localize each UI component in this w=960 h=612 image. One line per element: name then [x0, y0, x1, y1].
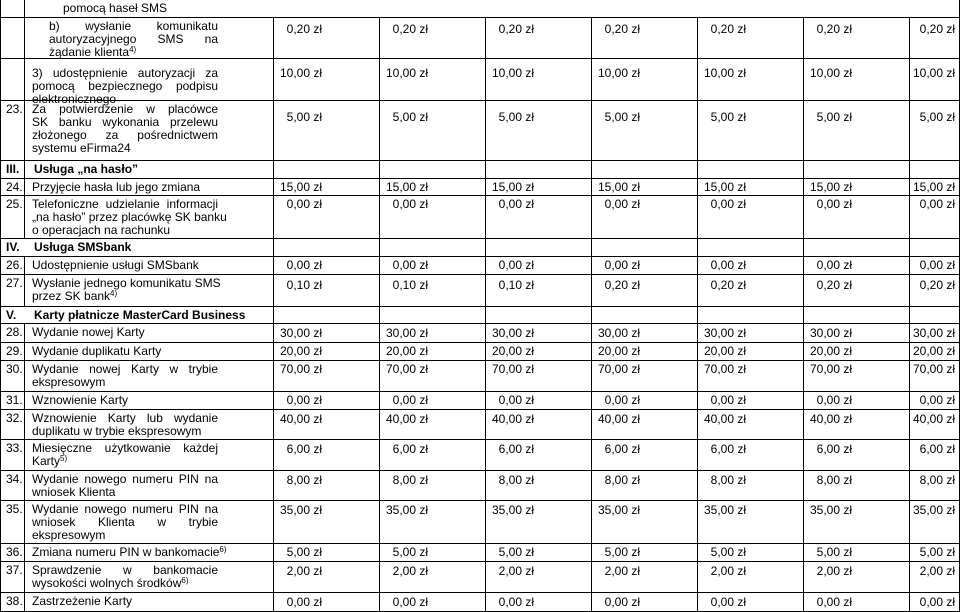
- column-border: [24, 439, 25, 470]
- column-border: [909, 238, 910, 256]
- fee-value: 5,00 zł: [710, 545, 746, 559]
- fee-value: 0,00 zł: [498, 258, 534, 272]
- column-border: [24, 561, 25, 592]
- fee-value: 30,00 zł: [385, 326, 428, 340]
- fee-value: 0,00 zł: [919, 393, 955, 407]
- row-label-line: Karty$^{5)}$: [32, 454, 68, 468]
- fee-value: 0,00 zł: [498, 393, 534, 407]
- fee-value: 5,00 zł: [816, 545, 852, 559]
- column-border: [485, 160, 486, 178]
- fee-value: 0,00 zł: [604, 197, 640, 211]
- fee-value: 5,00 zł: [286, 545, 322, 559]
- fee-value: 2,00 zł: [710, 564, 746, 578]
- row-label-line: systemu eFirma24: [32, 141, 131, 155]
- fee-value: 8,00 zł: [392, 473, 428, 487]
- fee-value: 10,00 zł: [597, 66, 640, 80]
- row-label-line: Wydanie nowej Karty w trybie: [32, 362, 218, 376]
- row-label-line: wniosek Klienta w trybie: [32, 515, 218, 529]
- fee-value: 8,00 zł: [816, 473, 852, 487]
- fee-value: 0,00 zł: [604, 595, 640, 609]
- fee-value: 2,00 zł: [604, 564, 640, 578]
- row-border: [0, 391, 960, 392]
- fee-value: 70,00 zł: [912, 362, 955, 376]
- row-border: [0, 500, 960, 501]
- fee-value: 20,00 zł: [809, 344, 852, 358]
- fee-value: 0,00 zł: [286, 197, 322, 211]
- column-border: [803, 160, 804, 178]
- fee-value: 0,00 zł: [710, 393, 746, 407]
- fee-value: 15,00 zł: [703, 180, 746, 194]
- fee-value: 70,00 zł: [385, 362, 428, 376]
- footnote-marker: 4): [129, 45, 137, 54]
- column-border: [24, 470, 25, 500]
- fee-value: 20,00 zł: [597, 344, 640, 358]
- fee-value: 0,00 zł: [816, 595, 852, 609]
- fee-value: 0,20 zł: [604, 22, 640, 36]
- row-border: [0, 238, 960, 239]
- fee-value: 5,00 zł: [498, 110, 534, 124]
- row-border: [0, 543, 960, 544]
- row-border: [0, 195, 960, 196]
- fee-value: 5,00 zł: [919, 545, 955, 559]
- column-border: [273, 238, 274, 256]
- section-title: Usługa „na hasło”: [34, 162, 139, 176]
- row-border: [273, 256, 960, 257]
- column-border: [379, 160, 380, 178]
- section-number: IV.: [6, 240, 20, 254]
- fee-value: 0,00 zł: [392, 595, 428, 609]
- row-number: 24.: [6, 180, 23, 194]
- fee-value: 35,00 zł: [279, 503, 322, 517]
- column-border: [909, 160, 910, 178]
- row-border: [0, 342, 960, 343]
- column-border: [591, 160, 592, 178]
- fee-value: 6,00 zł: [498, 442, 534, 456]
- row-label-line: 3) udostępnienie autoryzacji za: [32, 66, 218, 80]
- row-label-line: o operacjach na rachunku: [32, 223, 171, 237]
- row-label-line: złożonego za pośrednictwem: [32, 128, 218, 142]
- row-label: Przyjęcie hasła lub jego zmiana: [32, 180, 201, 194]
- footnote-marker: 6): [219, 545, 227, 554]
- column-border: [697, 238, 698, 256]
- fee-value: 0,20 zł: [392, 22, 428, 36]
- row-label-line: b) wysłanie komunikatu: [49, 19, 218, 33]
- fee-value: 8,00 zł: [710, 473, 746, 487]
- column-border: [24, 342, 25, 360]
- row-label-line: autoryzacyjnego SMS na: [49, 32, 218, 46]
- column-border: [379, 306, 380, 323]
- column-border: [24, 391, 25, 409]
- fee-value: 30,00 zł: [912, 326, 955, 340]
- row-label-line: przez SK bank$^{4)}$: [32, 289, 118, 303]
- column-border: [803, 100, 804, 160]
- row-number: 29.: [6, 344, 23, 358]
- fee-value: 15,00 zł: [491, 180, 534, 194]
- row-border: [0, 409, 960, 410]
- fee-value: 20,00 zł: [491, 344, 534, 358]
- fee-value: 0,00 zł: [498, 197, 534, 211]
- fee-value: 6,00 zł: [392, 442, 428, 456]
- fee-value: 15,00 zł: [385, 180, 428, 194]
- fee-value: 0,00 zł: [919, 595, 955, 609]
- fee-value: 0,00 zł: [286, 595, 322, 609]
- column-border: [24, 178, 25, 195]
- row-label-line: Miesięczne użytkowanie każdej: [32, 441, 218, 455]
- row-number: 28.: [6, 325, 23, 339]
- fee-value: 35,00 zł: [385, 503, 428, 517]
- fee-value: 2,00 zł: [392, 564, 428, 578]
- column-border: [697, 306, 698, 323]
- fee-value: 5,00 zł: [498, 545, 534, 559]
- footnote-marker: 4): [110, 289, 118, 298]
- fee-value: 70,00 zł: [597, 362, 640, 376]
- section-title: Usługa SMSbank: [34, 240, 132, 254]
- column-border: [803, 306, 804, 323]
- fee-value: 0,10 zł: [392, 278, 428, 292]
- fee-value: 40,00 zł: [491, 412, 534, 426]
- fee-value: 0,00 zł: [498, 595, 534, 609]
- row-border: [0, 17, 960, 18]
- row-number: 35.: [6, 502, 23, 516]
- fee-value: 30,00 zł: [491, 326, 534, 340]
- fee-value: 6,00 zł: [710, 442, 746, 456]
- row-number: 25.: [6, 197, 23, 211]
- row-number: 38.: [6, 594, 23, 608]
- fee-value: 6,00 zł: [286, 442, 322, 456]
- row-label: Zastrzeżenie Karty: [32, 594, 133, 608]
- row-border: [0, 439, 960, 440]
- fee-value: 0,20 zł: [919, 278, 955, 292]
- fee-value: 0,20 zł: [816, 278, 852, 292]
- fee-value: 70,00 zł: [279, 362, 322, 376]
- row-label: Udostępnienie usługi SMSbank: [32, 258, 199, 272]
- fee-value: 40,00 zł: [703, 412, 746, 426]
- fee-value: 6,00 zł: [919, 442, 955, 456]
- column-border: [697, 100, 698, 160]
- column-border: [697, 160, 698, 178]
- column-border: [591, 100, 592, 160]
- column-border: [24, 592, 25, 611]
- column-border: [485, 100, 486, 160]
- row-label-line: Wydanie nowego numeru PIN na: [32, 472, 218, 486]
- fee-value: 70,00 zł: [491, 362, 534, 376]
- fee-value: 0,20 zł: [286, 22, 322, 36]
- fee-value: 70,00 zł: [809, 362, 852, 376]
- row-border: [0, 256, 273, 257]
- fee-value: 30,00 zł: [279, 326, 322, 340]
- row-label-line: pomocą bezpiecznego podpisu: [32, 79, 218, 93]
- fee-value: 8,00 zł: [286, 473, 322, 487]
- fee-value: 0,10 zł: [498, 278, 534, 292]
- fee-value: 40,00 zł: [912, 412, 955, 426]
- row-label-line: „na hasło” przez placówkę SK banku: [32, 210, 227, 224]
- column-border: [24, 256, 25, 274]
- fee-value: 8,00 zł: [498, 473, 534, 487]
- fee-value: 0,00 zł: [392, 393, 428, 407]
- fee-value: 0,20 zł: [816, 22, 852, 36]
- fee-value: 20,00 zł: [385, 344, 428, 358]
- row-label-line: elektronicznego: [32, 92, 117, 106]
- fee-value: 10,00 zł: [809, 66, 852, 80]
- column-border: [379, 238, 380, 256]
- row-border: [0, 592, 960, 593]
- row-border: [0, 561, 960, 562]
- fee-value: 5,00 zł: [392, 110, 428, 124]
- column-border: [24, 543, 25, 561]
- fee-value: 35,00 zł: [809, 503, 852, 517]
- section-number: III.: [6, 162, 20, 176]
- row-border: [273, 323, 960, 324]
- row-number: 36.: [6, 545, 23, 559]
- row-label-line: ekspresowym: [32, 528, 106, 542]
- fee-value: 0,20 zł: [710, 22, 746, 36]
- row-number: 23.: [6, 102, 23, 116]
- fee-value: 10,00 zł: [703, 66, 746, 80]
- fee-value: 40,00 zł: [597, 412, 640, 426]
- fee-value: 15,00 zł: [597, 180, 640, 194]
- fee-value: 8,00 zł: [604, 473, 640, 487]
- fee-value: 30,00 zł: [703, 326, 746, 340]
- row-label: Wydanie duplikatu Karty: [32, 344, 162, 358]
- section-title: Karty płatnicze MasterCard Business: [34, 308, 246, 322]
- row-border: [273, 178, 960, 179]
- fee-value: 5,00 zł: [816, 110, 852, 124]
- row-number: 26.: [6, 258, 23, 272]
- footnote-marker: 5): [60, 454, 68, 463]
- fee-value: 5,00 zł: [286, 110, 322, 124]
- fee-value: 10,00 zł: [385, 66, 428, 80]
- fee-value: 0,00 zł: [710, 197, 746, 211]
- fee-value: 20,00 zł: [279, 344, 322, 358]
- row-number: 30.: [6, 362, 23, 376]
- footnote-marker: 6): [181, 576, 189, 585]
- row-label-line: wniosek Klienta: [32, 485, 116, 499]
- fee-value: 2,00 zł: [286, 564, 322, 578]
- row-number: 34.: [6, 472, 23, 486]
- row-label-line: Za potwierdzenie w placówce: [32, 102, 218, 116]
- row-number: 31.: [6, 393, 23, 407]
- row-label: Wydanie nowej Karty: [32, 325, 145, 339]
- fee-value: 10,00 zł: [491, 66, 534, 80]
- row-label-line: żądanie klienta$^{4)}$: [49, 45, 137, 59]
- column-border: [24, 274, 25, 306]
- fee-value: 0,00 zł: [392, 197, 428, 211]
- fee-value: 5,00 zł: [919, 110, 955, 124]
- fee-value: 15,00 zł: [279, 180, 322, 194]
- column-border: [485, 238, 486, 256]
- fee-value: 6,00 zł: [604, 442, 640, 456]
- row-label-line: ekspresowym: [32, 375, 106, 389]
- fee-value: 0,00 zł: [816, 393, 852, 407]
- fee-value: 5,00 zł: [604, 110, 640, 124]
- row-border: [0, 274, 960, 275]
- row-label-line: Wznowienie Karty lub wydanie: [32, 411, 218, 425]
- fee-value: 40,00 zł: [809, 412, 852, 426]
- fee-value: 15,00 zł: [809, 180, 852, 194]
- column-border: [24, 360, 25, 391]
- row-border: [0, 306, 960, 307]
- fee-value: 8,00 zł: [919, 473, 955, 487]
- row-number: 37.: [6, 563, 23, 577]
- continued-text: pomocą haseł SMS: [63, 1, 168, 15]
- row-border: [0, 58, 960, 59]
- row-label-line: duplikatu w trybie ekspresowym: [32, 424, 202, 438]
- column-border: [273, 160, 274, 178]
- fee-value: 2,00 zł: [816, 564, 852, 578]
- row-number: 33.: [6, 441, 23, 455]
- fee-value: 0,00 zł: [919, 258, 955, 272]
- fee-value: 40,00 zł: [279, 412, 322, 426]
- row-border: [0, 470, 960, 471]
- fee-value: 0,00 zł: [604, 393, 640, 407]
- fee-value: 30,00 zł: [809, 326, 852, 340]
- column-border: [591, 306, 592, 323]
- row-label: Wznowienie Karty: [32, 393, 129, 407]
- fee-value: 0,20 zł: [498, 22, 534, 36]
- column-border: [273, 100, 274, 160]
- fee-value: 5,00 zł: [604, 545, 640, 559]
- fee-value: 10,00 zł: [279, 66, 322, 80]
- row-label-line: Telefoniczne udzielanie informacji: [32, 197, 218, 211]
- row-border: [0, 178, 273, 179]
- fee-value: 15,00 zł: [912, 180, 955, 194]
- column-border: [24, 409, 25, 439]
- column-border: [909, 100, 910, 160]
- fee-value: 0,00 zł: [286, 258, 322, 272]
- column-border: [379, 100, 380, 160]
- fee-value: 0,20 zł: [919, 22, 955, 36]
- fee-value: 35,00 zł: [912, 503, 955, 517]
- row-label-line: wysokości wolnych środków$^{6)}$: [32, 576, 189, 590]
- row-border: [0, 323, 273, 324]
- fee-value: 0,00 zł: [392, 258, 428, 272]
- row-border: [0, 160, 960, 161]
- fee-value: 70,00 zł: [703, 362, 746, 376]
- fee-value: 35,00 zł: [491, 503, 534, 517]
- fee-value: 30,00 zł: [597, 326, 640, 340]
- fee-value: 0,00 zł: [286, 393, 322, 407]
- column-border: [485, 306, 486, 323]
- fee-value: 0,20 zł: [604, 278, 640, 292]
- fee-value: 0,00 zł: [604, 258, 640, 272]
- column-border: [24, 195, 25, 238]
- column-border: [803, 238, 804, 256]
- fee-value: 0,20 zł: [710, 278, 746, 292]
- column-border: [24, 0, 25, 184]
- row-label-line: SK banku wykonania przelewu: [32, 115, 218, 129]
- column-border: [24, 323, 25, 342]
- row-border: [0, 360, 960, 361]
- fee-value: 6,00 zł: [816, 442, 852, 456]
- row-label-line: Wysłanie jednego komunikatu SMS: [32, 276, 221, 290]
- fee-value: 0,00 zł: [816, 258, 852, 272]
- fee-value: 0,10 zł: [286, 278, 322, 292]
- fee-value: 35,00 zł: [597, 503, 640, 517]
- fee-value: 0,00 zł: [816, 197, 852, 211]
- column-border: [273, 306, 274, 323]
- section-number: V.: [6, 308, 17, 322]
- row-label-line: Wydanie nowego numeru PIN na: [32, 502, 218, 516]
- fee-value: 40,00 zł: [385, 412, 428, 426]
- fee-value: 35,00 zł: [703, 503, 746, 517]
- fee-value: 0,00 zł: [710, 258, 746, 272]
- row-label-line: Sprawdzenie w bankomacie: [32, 563, 218, 577]
- row-number: 27.: [6, 276, 23, 290]
- column-border: [591, 238, 592, 256]
- row-label: Zmiana numeru PIN w bankomacie$^{6)}$: [32, 545, 227, 559]
- fee-value: 0,00 zł: [919, 197, 955, 211]
- fee-value: 5,00 zł: [710, 110, 746, 124]
- column-border: [909, 306, 910, 323]
- fee-value: 5,00 zł: [392, 545, 428, 559]
- fee-value: 20,00 zł: [912, 344, 955, 358]
- fee-value: 20,00 zł: [703, 344, 746, 358]
- row-border: [0, 160, 24, 161]
- column-border: [24, 500, 25, 543]
- fee-value: 2,00 zł: [498, 564, 534, 578]
- row-number: 32.: [6, 411, 23, 425]
- row-border: [0, 100, 960, 101]
- fee-value: 0,00 zł: [710, 595, 746, 609]
- fee-value: 2,00 zł: [919, 564, 955, 578]
- fee-value: 10,00 zł: [912, 66, 955, 80]
